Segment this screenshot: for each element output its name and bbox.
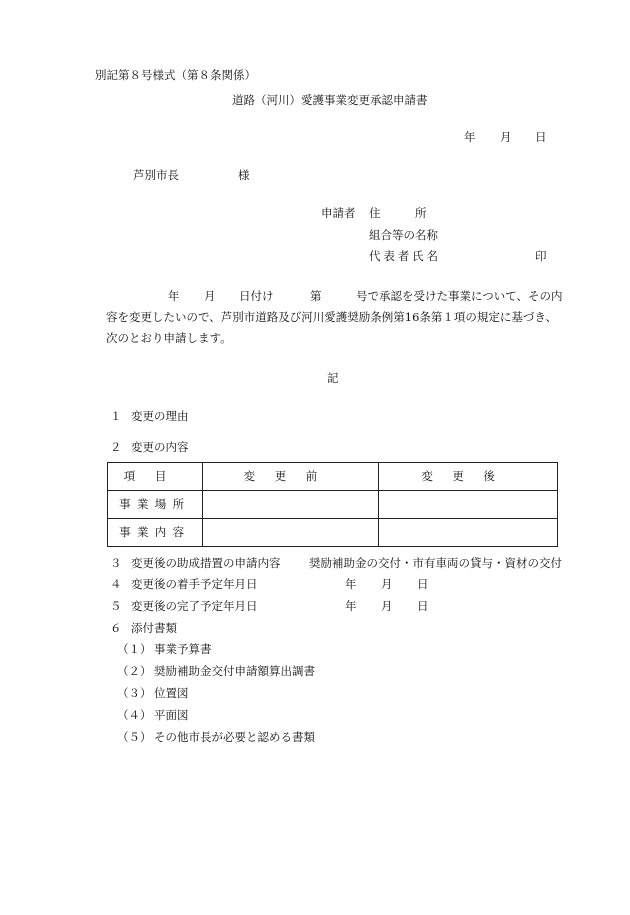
date-month: 月 — [500, 130, 512, 144]
ki-heading: 記 — [327, 371, 339, 385]
body-no: 第 — [310, 289, 322, 303]
item-5-number: ５ — [110, 599, 122, 613]
item-1-number: １ — [110, 409, 122, 423]
attachment-number: （１） — [117, 642, 152, 656]
item-5-label: 変更後の完了予定年月日 — [131, 599, 258, 613]
attachment-number: （４） — [117, 708, 152, 722]
item-4-day: 日 — [417, 577, 429, 591]
item-5-year: 年 — [345, 599, 357, 613]
body-line2: 容を変更したいので、芦別市道路及び河川愛護奨励条例第16条第１項の規定に基づき、 — [106, 310, 557, 324]
item-2-label: 変更の内容 — [131, 440, 189, 454]
item-4-number: ４ — [110, 577, 122, 591]
date-day: 日 — [535, 130, 547, 144]
item-3-label: 変更後の助成措置の申請内容 — [131, 556, 281, 570]
attachment-number: （２） — [117, 664, 152, 678]
applicant-address-label: 住 所 — [369, 206, 427, 220]
change-table — [107, 462, 558, 547]
body-line3: 次のとおり申請します。 — [106, 331, 232, 345]
item-3-number: ３ — [110, 556, 122, 570]
attachment-text: その他市長が必要と認める書類 — [154, 730, 315, 744]
applicant-label: 申請者 — [321, 206, 356, 220]
item-3-value: 奨励補助金の交付・市有車両の貸与・資材の交付 — [309, 556, 562, 570]
seal-mark: 印 — [535, 249, 547, 263]
item-6-number: ６ — [110, 621, 122, 635]
addressee-honorific: 様 — [238, 168, 250, 182]
item-4-label: 変更後の着手予定年月日 — [131, 577, 258, 591]
row-before-cell — [202, 519, 378, 547]
item-2-number: ２ — [110, 440, 122, 454]
item-5-day: 日 — [417, 599, 429, 613]
row-before-cell — [202, 491, 378, 519]
header-item: 項目 — [108, 463, 203, 491]
attachment-number: （３） — [117, 686, 152, 700]
item-4-month: 月 — [381, 577, 393, 591]
addressee-name: 芦別市長 — [133, 168, 179, 182]
body-dated: 日付け — [239, 289, 274, 303]
document-title: 道路（河川）愛護事業変更承認申請書 — [232, 93, 428, 107]
attachment-text: 位置図 — [154, 686, 189, 700]
body-year: 年 — [168, 289, 180, 303]
applicant-rep-label: 代表者氏名 — [369, 249, 441, 263]
date-year: 年 — [464, 130, 476, 144]
row-after-cell — [378, 491, 557, 519]
attachment-text: 平面図 — [154, 708, 189, 722]
item-6-label: 添付書類 — [131, 621, 177, 635]
form-header: 別記第８号様式（第８条関係） — [95, 68, 256, 82]
header-after: 変更後 — [378, 463, 557, 491]
item-5-month: 月 — [381, 599, 393, 613]
attachment-text: 事業予算書 — [154, 642, 212, 656]
table-row — [108, 491, 558, 519]
table-row — [108, 519, 558, 547]
row-label: 事業内容 — [108, 519, 203, 547]
item-4-year: 年 — [345, 577, 357, 591]
body-month: 月 — [204, 289, 216, 303]
attachment-text: 奨励補助金交付申請額算出調書 — [154, 664, 315, 678]
row-after-cell — [378, 519, 557, 547]
row-label: 事業場所 — [108, 491, 203, 519]
attachment-number: （５） — [117, 730, 152, 744]
body-line1-rest: 号で承認を受けた事業について、その内 — [356, 289, 563, 303]
header-before: 変更前 — [202, 463, 378, 491]
item-1-label: 変更の理由 — [131, 409, 189, 423]
applicant-org-label: 組合等の名称 — [369, 228, 438, 242]
table-header-row — [108, 463, 558, 491]
